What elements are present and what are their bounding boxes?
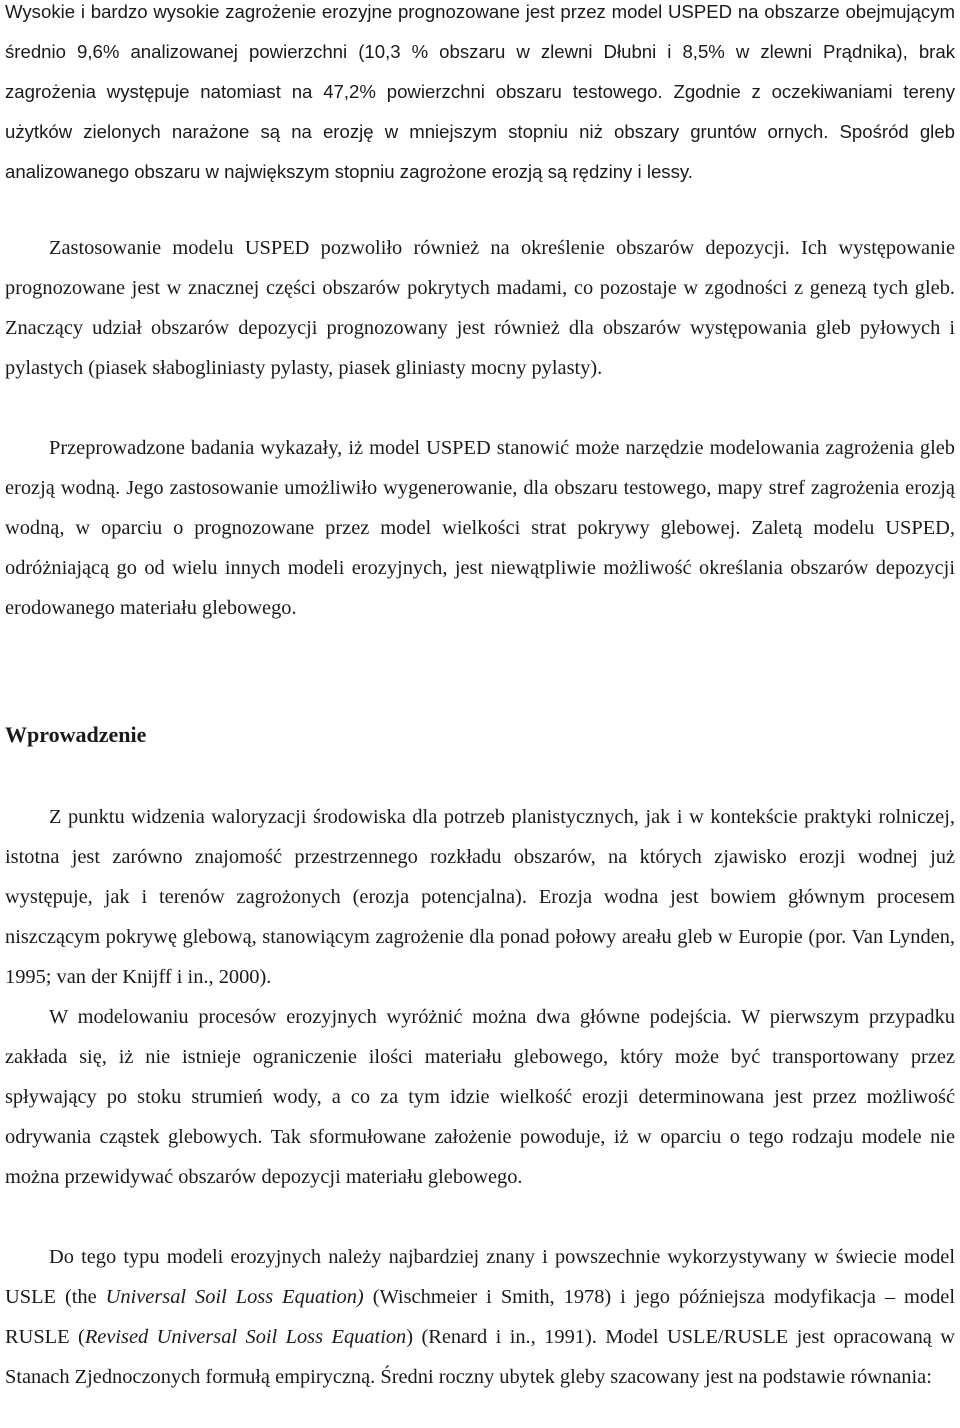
paragraph-modeling-approaches: W modelowaniu procesów erozyjnych wyróżnić można dwa główne podejścia. W pierwszym przypadku zakłada się, iż nie istnieje ograniczenie ilości materiału glebowego, który może być transportowany przez spływający po stoku strumień wody, a co za tym idzie wielkość erozji determinowana jest przez możliwość odrywania cząstek glebowych. Tak sformułowane założenie powoduje, iż w oparciu o tego rodzaju modele nie można przewidywać obszarów depozycji materiału glebowego. — [5, 1006, 955, 1188]
paragraph-usle-rusle — [5, 1237, 955, 1397]
paragraph-introduction: Z punktu widzenia waloryzacji środowiska dla potrzeb planistycznych, jak i w kontekście praktyki rolniczej, istotna jest zarówno znajomość przestrzennego rozkładu obszarów, na których zjawisko erozji wodnej już występuje, jak i terenów zagrożonych (erozja potencjalna). Erozja wodna jest bowiem głównym procesem niszczącym pokrywę glebową, stanowiącym zagrożenie dla ponad połowy areału gleb w Europie (por. Van Lynden, 1995; van der Knijff i in., 2000). — [5, 806, 955, 988]
paragraph-erosion-risk-text: Wysokie i bardzo wysokie zagrożenie erozyjne prognozowane jest przez model USPED na obszarze obejmującym średnio 9,6% analizowanej powierzchni (10,3 % obszaru w zlewni Dłubni i 8,5% w zlewni Prądnika), brak zagrożenia występuje natomiast na 47,2% powierzchni obszaru testowego. Zgodnie z oczekiwaniami tereny użytków zielonych narażone są na erozję w mniejszym stopniu niż obszary gruntów ornych. Spośród gleb analizowanego obszaru w największym stopniu zagrożone erozją są rędziny i lessy. — [5, 1, 955, 182]
usle-text-c: ) (Renard i in., 1991). Model USLE/RUSLE jest opracowaną w Stanach Zjednoczonych formułą empiryczną. Średni roczny ubytek gleby szacowany jest na podstawie równania: — [5, 1326, 956, 1388]
paragraph-deposition: Zastosowanie modelu USPED pozwoliło również na określenie obszarów depozycji. Ich występowanie prognozowane jest w znacznej części obszarów pokrytych madami, co pozostaje w zgodności z genezą tych gleb. Znaczący udział obszarów depozycji prognozowany jest również dla obszarów występowania gleb pyłowych i pylastych (piasek słabogliniasty pylasty, piasek gliniasty mocny pylasty). — [5, 237, 955, 379]
paragraph-conclusions: Przeprowadzone badania wykazały, iż model USPED stanowić może narzędzie modelowania zagrożenia gleb erozją wodną. Jego zastosowanie umożliwiło wygenerowanie, dla obszaru testowego, mapy stref zagrożenia erozją wodną, w oparciu o prognozowane przez model wielkości strat pokrywy glebowej. Zaletą modelu USPED, odróżniającą go od wielu innych modeli erozyjnych, jest niewątpliwie możliwość określania obszarów depozycji erodowanego materiału glebowego. — [5, 437, 955, 619]
usle-italic-term: Universal Soil Loss Equation) — [105, 1286, 364, 1308]
usle-text-a: Do tego typu modeli erozyjnych należy najbardziej znany i powszechnie wykorzystywany w świecie model USLE (the — [5, 1246, 955, 1308]
usle-text-b: (Wischmeier i Smith, 1978) i jego późniejsza modyfikacja – model RUSLE ( — [5, 1286, 956, 1348]
section-heading-introduction: Wprowadzenie — [5, 722, 147, 747]
rusle-italic-term: Revised Universal Soil Loss Equation — [84, 1326, 407, 1348]
paragraph-erosion-risk — [5, 0, 955, 192]
